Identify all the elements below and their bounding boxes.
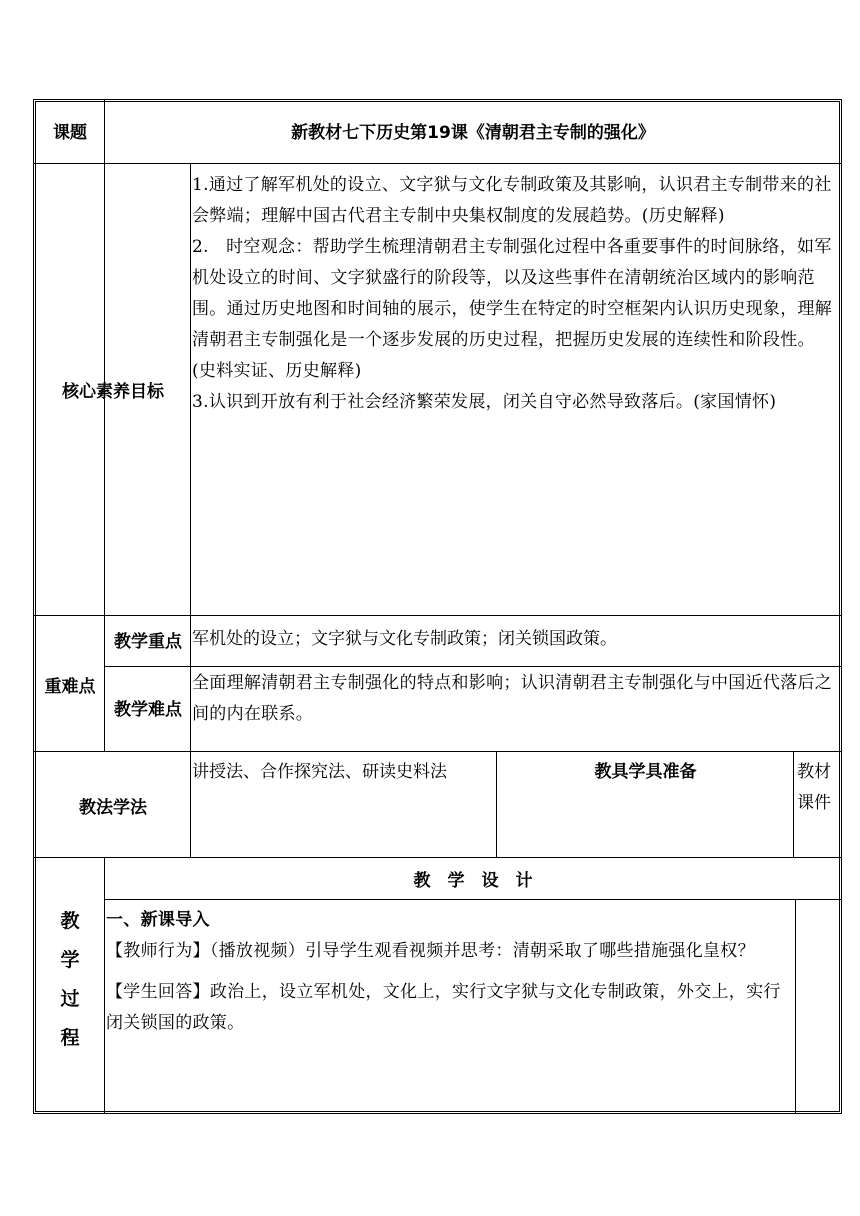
difficulty-label: 教学难点 xyxy=(114,700,182,720)
focus-label: 教学重点 xyxy=(114,632,182,652)
goal-item: 3.认识到开放有利于社会经济繁荣发展，闭关自守必然导致落后。(家国情怀) xyxy=(192,392,777,412)
methods-label: 教法学法 xyxy=(79,798,147,818)
design-title: 教 学 设 计 xyxy=(413,871,533,891)
row-divider xyxy=(33,751,842,752)
row-divider xyxy=(33,163,842,164)
tools-label: 教具学具准备 xyxy=(594,762,697,782)
key-points-label: 重难点 xyxy=(44,677,96,697)
col-divider xyxy=(190,163,191,615)
col-divider xyxy=(793,751,794,857)
topic-title: 新教材七下历史第19课《清朝君主专制的强化》 xyxy=(291,123,655,143)
core-goals-label: 核心素养目标 xyxy=(62,382,164,402)
tools-value: 教材课件 xyxy=(797,762,831,813)
goal-item: 2. 时空观念：帮助学生梳理清朝君主专制强化过程中各重要事件的时间脉络，如军机处设立的时间、文字狱盛行的阶段等，以及这些事件在清朝统治区域内的影响范围。通过历史地图和时间轴的展示，使学生在特定的时空框架内认识历史现象，理解清朝君主专制强化是一个逐步发展的历史过程，把握历史发展的连续性和阶段性。(史料实证、历史解释) xyxy=(192,237,833,381)
row-divider xyxy=(33,615,842,616)
process-content xyxy=(106,905,794,1039)
student-text: 政治上，设立军机处，文化上，实行文字狱与文化专制政策，外交上，实行闭关锁国的政策。 xyxy=(106,982,781,1033)
methods-value: 讲授法、合作探究法、研读史料法 xyxy=(192,762,447,782)
difficulty-value: 全面理解清朝君主专制强化的特点和影响；认识清朝君主专制强化与中国近代落后之间的内在联系。 xyxy=(192,673,833,724)
row-divider xyxy=(33,857,842,858)
core-goals-content xyxy=(192,170,838,418)
col-divider xyxy=(104,615,105,751)
row-divider xyxy=(104,666,842,667)
student-tag: 【学生回答】 xyxy=(106,982,210,1002)
teacher-paragraph xyxy=(106,936,794,967)
col-divider xyxy=(104,857,105,1114)
teacher-tag: 【教师行为】 xyxy=(106,941,210,961)
col-divider xyxy=(190,615,191,857)
process-label: 教学过程 xyxy=(60,910,80,1049)
teacher-text: （播放视频）引导学生观看视频并思考：清朝采取了哪些措施强化皇权？ xyxy=(209,941,755,961)
topic-label: 课题 xyxy=(53,123,87,143)
goal-item: 1.通过了解军机处的设立、文字狱与文化专制政策及其影响，认识君主专制带来的社会弊端；理解中国古代君主专制中央集权制度的发展趋势。(历史解释) xyxy=(192,175,832,226)
section-title: 一、新课导入 xyxy=(106,910,210,930)
col-divider xyxy=(795,899,796,1114)
focus-value: 军机处的设立；文字狱与文化专制政策；闭关锁国政策。 xyxy=(192,629,617,649)
row-divider xyxy=(104,899,842,900)
col-divider xyxy=(104,99,105,615)
col-divider xyxy=(496,751,497,857)
student-paragraph xyxy=(106,977,794,1039)
